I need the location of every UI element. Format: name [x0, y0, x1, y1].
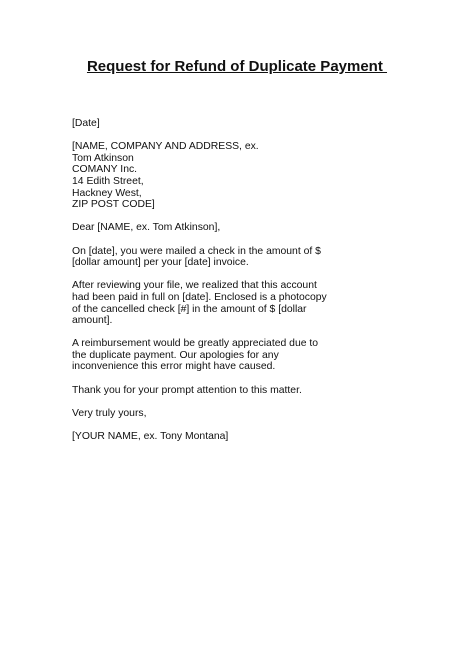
- address-line: Tom Atkinson: [72, 152, 134, 164]
- paragraph-reimbursement: [72, 338, 402, 373]
- paragraph-line: had been paid in full on [date]. Enclosed is a photocopy: [72, 291, 327, 303]
- paragraph-line: the duplicate payment. Our apologies for any: [72, 349, 279, 361]
- paragraph-line: amount].: [72, 315, 113, 327]
- paragraph-mailed-check: [72, 246, 402, 269]
- paragraph-line: A reimbursement would be greatly appreciated due to: [72, 338, 319, 350]
- letter-body: [72, 118, 402, 454]
- date-text: [Date]: [72, 118, 100, 129]
- signature-text: [YOUR NAME, ex. Tony Montana]: [72, 431, 229, 443]
- address-line: Hackney West,: [72, 187, 142, 199]
- paragraph-review: [72, 280, 402, 326]
- closing-text: Very truly yours,: [72, 407, 147, 419]
- address-line: 14 Edith Street,: [72, 175, 144, 187]
- paragraph-line: On [date], you were mailed a check in the amount of $: [72, 245, 321, 257]
- date-line: [72, 118, 402, 130]
- paragraph-thanks: [72, 385, 402, 397]
- address-line: ZIP POST CODE]: [72, 199, 155, 211]
- address-line: [NAME, COMPANY AND ADDRESS, ex.: [72, 141, 259, 153]
- recipient-address: [72, 141, 402, 211]
- paragraph-line: After reviewing your file, we realized that this account: [72, 280, 317, 292]
- address-line: COMANY Inc.: [72, 164, 138, 176]
- paragraph-line: [dollar amount] per your [date] invoice.: [72, 257, 249, 269]
- closing: [72, 408, 402, 420]
- paragraph-line: inconvenience this error might have caused.: [72, 361, 276, 373]
- signature: [72, 431, 402, 443]
- paragraph-line: Thank you for your prompt attention to this matter.: [72, 384, 302, 396]
- salutation-text: Dear [NAME, ex. Tom Atkinson],: [72, 222, 221, 234]
- salutation: [72, 222, 402, 234]
- letter-title: Request for Refund of Duplicate Payment: [86, 58, 388, 75]
- paragraph-line: of the cancelled check [#] in the amount of $ [dollar: [72, 303, 307, 315]
